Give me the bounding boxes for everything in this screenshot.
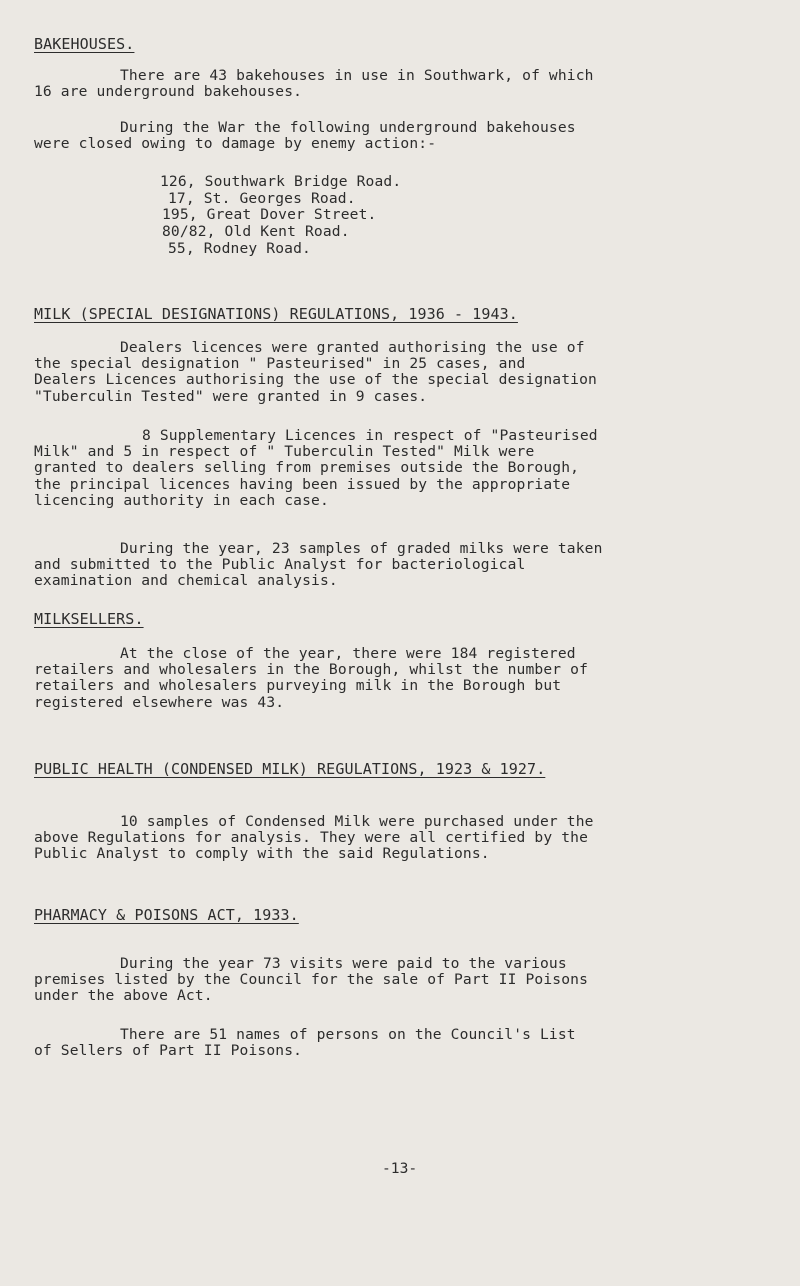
milksellers-paragraph-1 — [34, 646, 734, 711]
address-item: 80/82, Old Kent Road. — [162, 223, 350, 240]
page-number: -13- — [382, 1160, 418, 1177]
bakehouses-paragraph-2 — [34, 120, 734, 152]
pharmacy-paragraph-1 — [34, 956, 734, 1005]
milk-paragraph-2-text: 8 Supplementary Licences in respect of "Pasteurised Milk" and 5 in respect of " Tuberculin Tested" Milk were granted to dealers selling from premises outside the Borough, the principal licences having been issued by the appropriate licencing authority in each case. — [34, 427, 598, 509]
milksellers-paragraph-1-text: At the close of the year, there were 184 registered retailers and wholesalers in the Borough, whilst the number of retailers and wholesalers purveying milk in the Borough but registered elsewhere was 43. — [34, 645, 589, 711]
bakehouses-paragraph-1 — [34, 68, 734, 100]
address-item: 195, Great Dover Street. — [162, 206, 377, 223]
milk-paragraph-3-text: During the year, 23 samples of graded milks were taken and submitted to the Public Analyst for bacteriological examination and chemical analysis. — [34, 540, 603, 590]
pharmacy-paragraph-2-text: There are 51 names of persons on the Council's List of Sellers of Part II Poisons. — [34, 1026, 576, 1060]
heading-condensed-milk-regulations: PUBLIC HEALTH (CONDENSED MILK) REGULATIONS, 1923 & 1927. — [34, 760, 546, 778]
condensed-milk-paragraph-1-text: 10 samples of Condensed Milk were purchased under the above Regulations for analysis. They were all certified by the Public Analyst to comply with the said Regulations. — [34, 813, 594, 863]
pharmacy-paragraph-2 — [34, 1027, 734, 1059]
address-item: 17, St. Georges Road. — [168, 190, 356, 207]
milk-paragraph-1 — [34, 340, 734, 405]
address-item: 126, Southwark Bridge Road. — [160, 173, 402, 190]
pharmacy-paragraph-1-text: During the year 73 visits were paid to the various premises listed by the Council for the sale of Part II Poisons under the above Act. — [34, 955, 589, 1005]
milk-paragraph-1-text: Dealers licences were granted authorising the use of the special designation " Pasteurised" in 25 cases, and Dealers Licences authorising the use of the special designation "Tuberculin Tested" were granted in 9 cases. — [34, 339, 597, 405]
milk-paragraph-2 — [34, 428, 734, 509]
heading-bakehouses: BAKEHOUSES. — [34, 35, 135, 53]
bakehouses-paragraph-1-text: There are 43 bakehouses in use in Southwark, of which 16 are underground bakehouses. — [34, 67, 594, 101]
bakehouses-paragraph-2-text: During the War the following underground bakehouses were closed owing to damage by enemy action:- — [34, 119, 576, 153]
milk-paragraph-3 — [34, 541, 734, 590]
heading-milksellers: MILKSELLERS. — [34, 610, 144, 628]
condensed-milk-paragraph-1 — [34, 814, 734, 863]
address-item: 55, Rodney Road. — [168, 240, 311, 257]
heading-pharmacy-poisons-act: PHARMACY & POISONS ACT, 1933. — [34, 906, 299, 924]
heading-milk-special-designations: MILK (SPECIAL DESIGNATIONS) REGULATIONS, 1936 - 1943. — [34, 305, 518, 323]
